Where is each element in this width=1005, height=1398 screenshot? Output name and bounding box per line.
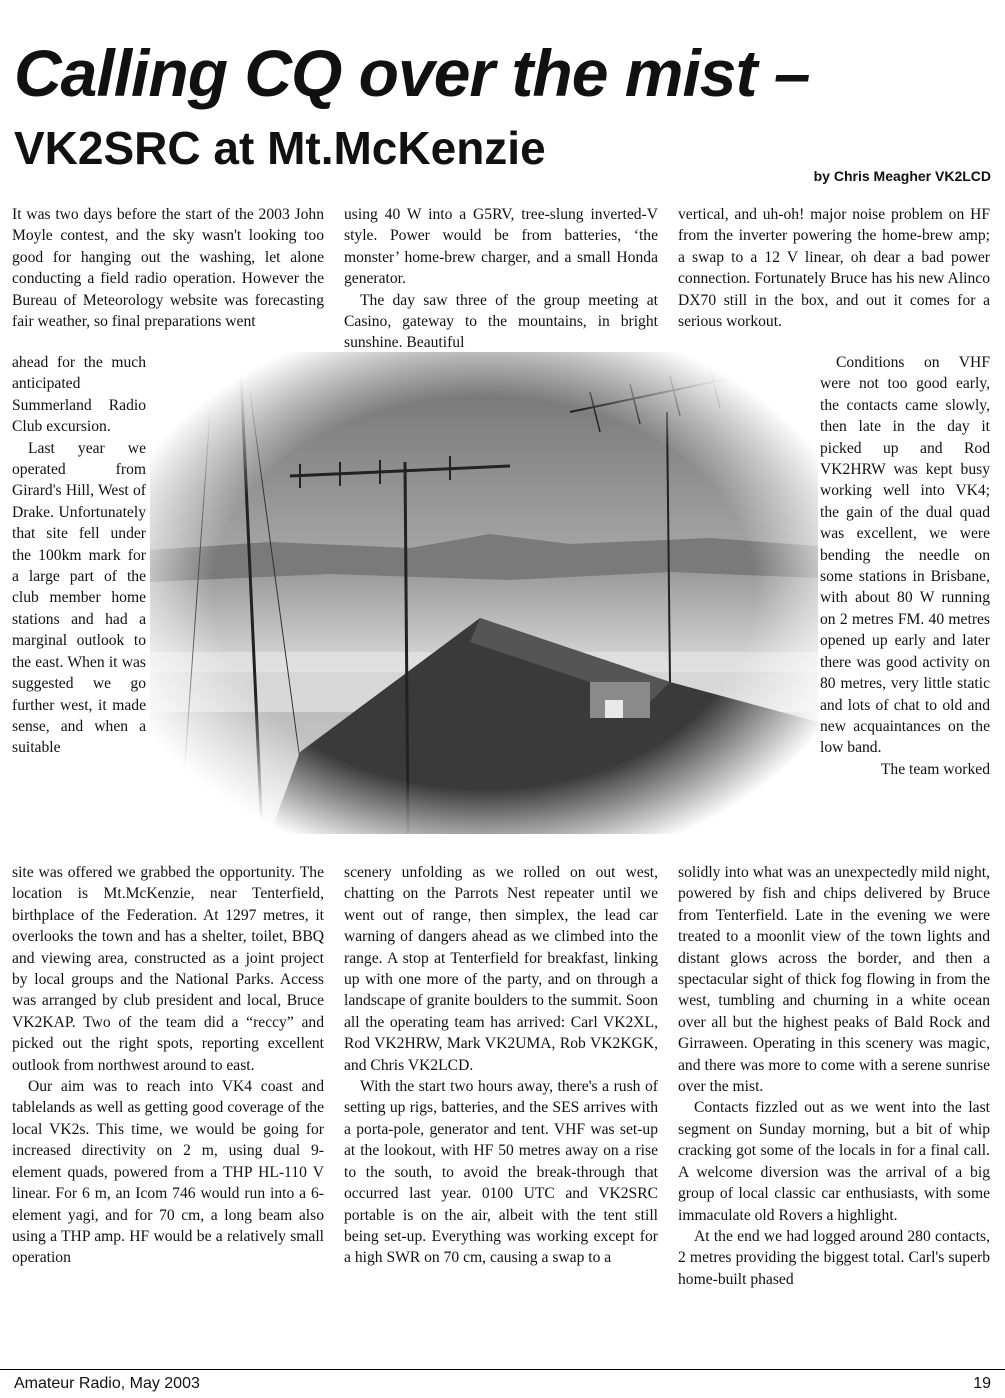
paragraph: ahead for the much anticipated Summerland Radio Club excursion.	[12, 354, 146, 436]
column-1-bottom	[12, 862, 324, 1269]
paragraph: It was two days before the start of the 2003 John Moyle contest, and the sky wasn't looking too good for hanging out the washing, let alone conducting a field radio operation. However the Bureau of Meteorology website was forecasting fair weather, so final preparations went	[12, 206, 324, 331]
paragraph: vertical, and uh-oh! major noise problem on HF from the inverter powering the home-brew amp; a swap to a 12 V linear, oh dear a bad power connection. Fortunately Bruce has his new Alinco DX70 still in the box, and out it comes for a serious workout.	[678, 206, 990, 331]
article-subtitle: VK2SRC at Mt.McKenzie	[14, 122, 546, 174]
column-3-wrap	[820, 352, 990, 780]
paragraph: At the end we had logged around 280 contacts, 2 metres providing the biggest total. Carl's superb home-built phased	[678, 1227, 990, 1288]
paragraph: Conditions on VHF were not too good early, the contacts came slowly, then late in the day it picked up and Rod VK2HRW was kept busy working well into VK4; the gain of the dual quad was excellent, we were bending the needle on some stations in Brisbane, with about 80 W running on 2 metres FM. 40 metres opened up early and later there was good activity on 80 metres, very little static and lots of chat to old and new acquaintances on the low band.	[820, 354, 990, 757]
article-title: Calling CQ over the mist –	[14, 36, 810, 110]
column-3-top	[678, 204, 990, 332]
paragraph: With the start two hours away, there's a rush of setting up rigs, batteries, and the SES arrives with a porta-pole, generator and tent. VHF was set-up at the lookout, with HF 50 metres away on a rise to the south, to avoid the break-through that occurred last year. 0100 UTC and VK2SRC portable is on the air, albeit with the tent still being set-up. Everything was working except for a high SWR on 70 cm, causing a swap to a	[344, 1078, 658, 1267]
antenna-photo	[150, 352, 818, 834]
column-2-top	[344, 204, 658, 354]
paragraph: The day saw three of the group meeting at Casino, gateway to the mountains, in bright sunshine. Beautiful	[344, 291, 658, 352]
footer-rule	[0, 1369, 1005, 1370]
column-1-top	[12, 204, 324, 332]
column-1-wrap	[12, 352, 146, 759]
paragraph: solidly into what was an unexpectedly mild night, powered by fish and chips delivered by Bruce from Tenterfield. Late in the evening we were treated to a moonlit view of the town lights and distant glows across the border, and then a spectacular sight of thick fog flowing in from the west, tumbling and churning in a white ocean over all but the highest peaks of Bald Rock and Girraween. Operating in this scenery was magic, and there was more to come with a serene sunrise over the mist.	[678, 864, 990, 1096]
page-number: 19	[973, 1375, 991, 1392]
paragraph: Contacts fizzled out as we went into the last segment on Sunday morning, but a bit of whip cracking got some of the locals in for a final call. A welcome diversion was the arrival of a big group of local classic car enthusiasts, with some immaculate old Rovers a highlight.	[678, 1099, 990, 1224]
column-3-bottom	[678, 862, 990, 1290]
paragraph: The team worked	[880, 760, 990, 778]
column-2-bottom	[344, 862, 658, 1269]
paragraph: using 40 W into a G5RV, tree-slung inverted-V style. Power would be from batteries, ‘the monster’ home-brew charger, and a small Honda generator.	[344, 206, 658, 288]
paragraph: Our aim was to reach into VK4 coast and tablelands as well as getting good coverage of the local VK2s. This time, we would be going for increased directivity on 2 m, using dual 9-element quads, powered from a THP HL-110 V linear. For 6 m, an Icom 746 would run into a 6-element yagi, and for 70 cm, a long beam also using a THP amp. HF would be a relatively small operation	[12, 1078, 324, 1267]
footer-publication: Amateur Radio, May 2003	[14, 1375, 200, 1392]
paragraph: Last year we operated from Girard's Hill, West of Drake. Unfortunately that site fell under the 100km mark for a large part of the club member home stations and had a marginal outlook to the east. When it was suggested we go further west, it made sense, and when a suitable	[12, 439, 146, 757]
paragraph: site was offered we grabbed the opportunity. The location is Mt.McKenzie, near Tenterfield, birthplace of the Federation. At 1297 metres, it overlooks the town and has a shelter, toilet, BBQ and viewing area, constructed as a joint project by local groups and the National Parks. Access was arranged by club president and local, Bruce VK2KAP. Two of the team did a “reccy” and picked out the right spots, reporting excellent outlook from northwest around to east.	[12, 864, 324, 1074]
byline: by Chris Meagher VK2LCD	[813, 168, 991, 184]
paragraph: scenery unfolding as we rolled on out west, chatting on the Parrots Nest repeater until we went out of range, then simplex, the lead car warning of dangers ahead as we climbed into the range. A stop at Tenterfield for breakfast, linking up with one more of the party, and on through a landscape of granite boulders to the summit. Soon all the operating team has arrived: Carl VK2XL, Rod VK2HRW, Mark VK2UMA, Rob VK2KGK, and Chris VK2LCD.	[344, 864, 658, 1074]
